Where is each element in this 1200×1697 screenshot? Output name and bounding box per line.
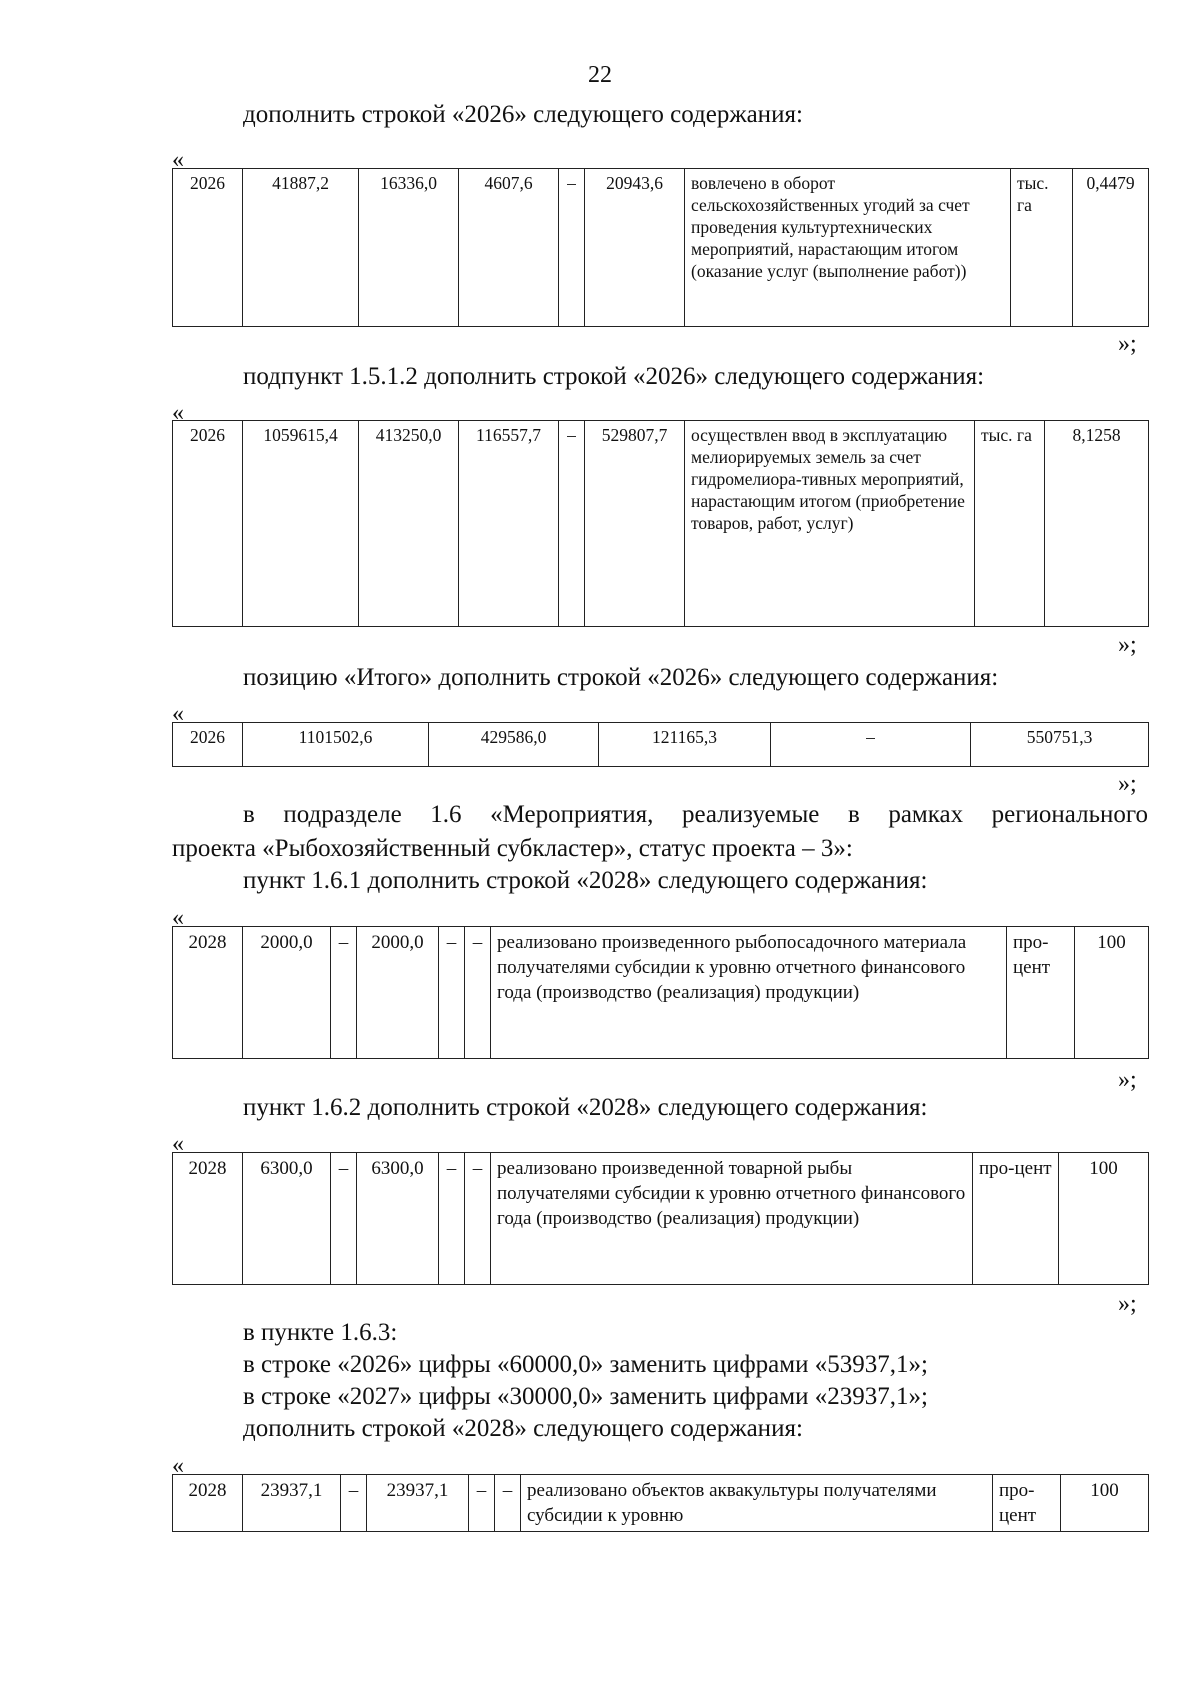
close-quote: »; [1118,1291,1137,1317]
block4-intro-line3: пункт 1.6.1 дополнить строкой «2028» следующего содержания: [243,867,928,894]
open-quote: « [172,147,184,173]
close-quote: »; [1118,632,1137,658]
indicator-cell: реализовано произведенной товарной рыбы получателями субсидии к уровню отчетного финансового года (производство (реализация) продукции) [491,1153,973,1285]
result-cell: 8,1258 [1045,421,1149,627]
year-cell: 2028 [173,1475,243,1532]
table-block1 [172,168,1149,327]
block4-intro-line2: проекта «Рыбохозяйственный субкластер», статус проекта – 3»: [172,835,853,862]
block5-intro: пункт 1.6.2 дополнить строкой «2028» следующего содержания: [243,1094,928,1121]
close-quote: »; [1118,771,1137,797]
result-cell: 100 [1059,1153,1149,1285]
value-cell: 6300,0 [357,1153,439,1285]
value-cell: 20943,6 [585,169,685,327]
block6-line3: в строке «2027» цифры «30000,0» заменить цифрами «23937,1»; [243,1383,928,1410]
dash-cell: – [559,421,585,627]
dash-cell: – [439,1153,465,1285]
table-row [173,421,1149,627]
table-row [173,1153,1149,1285]
result-cell: 100 [1061,1475,1149,1532]
indicator-cell: реализовано произведенного рыбопосадочного материала получателями субсидии к уровню отчетного финансового года (производство (реализация) продукции) [491,927,1007,1059]
value-cell: 529807,7 [585,421,685,627]
dash-cell: – [341,1475,367,1532]
block6-line1: в пункте 1.6.3: [243,1319,398,1346]
dash-cell: – [331,927,357,1059]
year-cell: 2028 [173,1153,243,1285]
open-quote: « [172,1131,184,1157]
value-cell: 121165,3 [599,723,771,767]
value-cell: 1101502,6 [243,723,429,767]
table-row [173,1475,1149,1532]
open-quote: « [172,701,184,727]
year-cell: 2026 [173,169,243,327]
dash-cell: – [495,1475,521,1532]
block6-line4: дополнить строкой «2028» следующего содержания: [243,1415,803,1442]
value-cell: 41887,2 [243,169,359,327]
dash-cell: – [331,1153,357,1285]
indicator-cell: осуществлен ввод в эксплуатацию мелиорируемых земель за счет гидромелиора-тивных мероприятий, нарастающим итогом (приобретение товаров, работ, услуг) [685,421,975,627]
dash-cell: – [771,723,971,767]
dash-cell: – [465,927,491,1059]
open-quote: « [172,905,184,931]
value-cell: 550751,3 [971,723,1149,767]
open-quote: « [172,400,184,426]
table-block6 [172,1474,1149,1532]
table-block5 [172,1152,1149,1285]
table-row [173,927,1149,1059]
close-quote: »; [1118,1067,1137,1093]
indicator-cell: реализовано объектов аквакультуры получателями субсидии к уровню [521,1475,993,1532]
dash-cell: – [465,1153,491,1285]
dash-cell: – [559,169,585,327]
value-cell: 1059615,4 [243,421,359,627]
table-row [173,723,1149,767]
result-cell: 100 [1075,927,1149,1059]
unit-cell: тыс. га [1011,169,1073,327]
year-cell: 2028 [173,927,243,1059]
value-cell: 23937,1 [243,1475,341,1532]
value-cell: 2000,0 [357,927,439,1059]
result-cell: 0,4479 [1073,169,1149,327]
year-cell: 2026 [173,723,243,767]
value-cell: 429586,0 [429,723,599,767]
table-block2 [172,420,1149,627]
dash-cell: – [469,1475,495,1532]
value-cell: 116557,7 [459,421,559,627]
year-cell: 2026 [173,421,243,627]
value-cell: 6300,0 [243,1153,331,1285]
value-cell: 413250,0 [359,421,459,627]
value-cell: 16336,0 [359,169,459,327]
block4-intro-line1: в подразделе 1.6 «Мероприятия, реализуемые в рамках регионального [243,801,1148,828]
table-row [173,169,1149,327]
value-cell: 23937,1 [367,1475,469,1532]
unit-cell: про-цент [973,1153,1059,1285]
value-cell: 2000,0 [243,927,331,1059]
table-block3 [172,722,1149,767]
unit-cell: про-цент [993,1475,1061,1532]
block6-line2: в строке «2026» цифры «60000,0» заменить цифрами «53937,1»; [243,1351,928,1378]
dash-cell: – [439,927,465,1059]
unit-cell: тыс. га [975,421,1045,627]
block1-intro: дополнить строкой «2026» следующего содержания: [243,101,803,128]
indicator-cell: вовлечено в оборот сельскохозяйственных угодий за счет проведения культуртехнических мероприятий, нарастающим итогом (оказание услуг (выполнение работ)) [685,169,1011,327]
table-block4 [172,926,1149,1059]
block2-intro: подпункт 1.5.1.2 дополнить строкой «2026» следующего содержания: [243,363,985,390]
value-cell: 4607,6 [459,169,559,327]
close-quote: »; [1118,331,1137,357]
block3-intro: позицию «Итого» дополнить строкой «2026» следующего содержания: [243,664,999,691]
open-quote: « [172,1453,184,1479]
page-number: 22 [588,62,612,88]
unit-cell: про-цент [1007,927,1075,1059]
